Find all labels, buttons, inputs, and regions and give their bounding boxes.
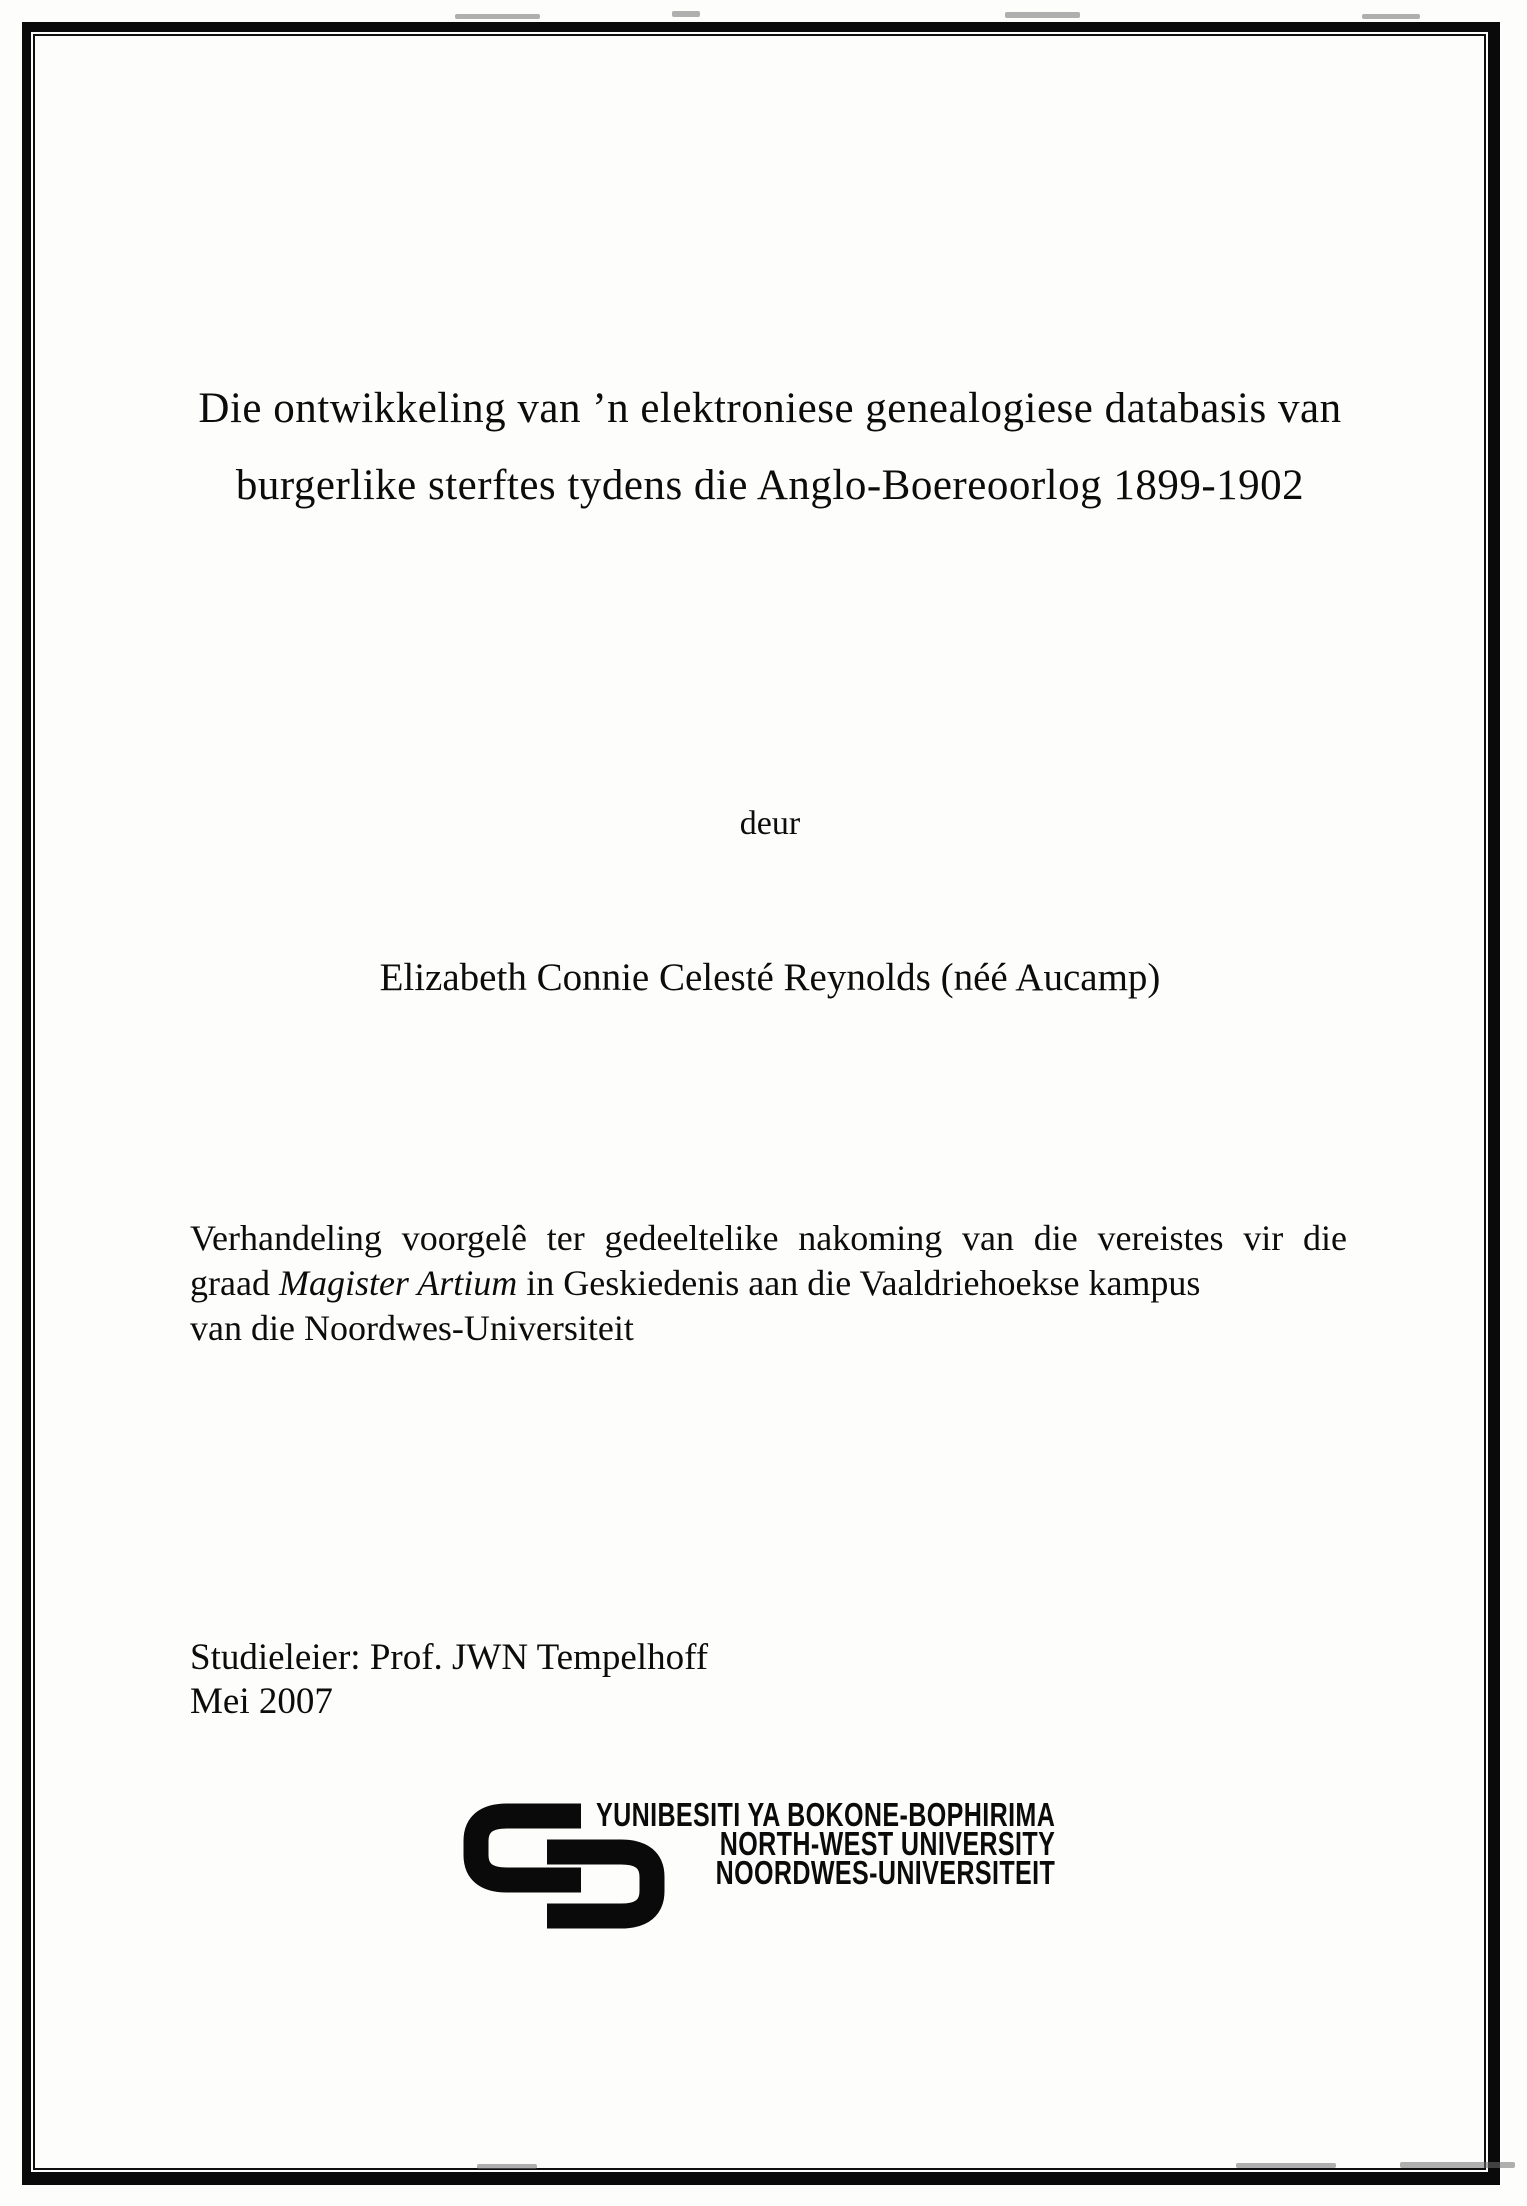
- date-line: Mei 2007: [190, 1681, 333, 1722]
- declaration-paragraph: [190, 1216, 1347, 1351]
- degree-name-italic: Magister Artium: [278, 1263, 518, 1303]
- declaration-line-2-prefix: graad: [190, 1263, 279, 1303]
- author-name: Elizabeth Connie Celesté Reynolds (néé Aucamp): [379, 956, 1161, 999]
- scan-artifact: [477, 2164, 537, 2169]
- title-line-2: burgerlike sterftes tydens die Anglo-Boereoorlog 1899-1902: [235, 462, 1305, 509]
- declaration-line-3: van die Noordwes-Universiteit: [190, 1308, 634, 1348]
- university-name-block: [595, 1796, 1055, 1891]
- scan-artifact: [455, 14, 540, 19]
- declaration-line-2-suffix: in Geskiedenis aan die Vaaldriehoekse kampus: [517, 1263, 1201, 1303]
- declaration-line-2: [190, 1261, 1347, 1306]
- thesis-title: [36, 370, 1504, 524]
- university-name-afrikaans: NOORDWES-UNIVERSITEIT: [715, 1854, 1055, 1891]
- university-name-setswana: YUNIBESITI YA BOKONE-BOPHIRIMA: [595, 1796, 1055, 1833]
- supervisor-date-block: [190, 1636, 708, 1724]
- scan-artifact: [1400, 2162, 1515, 2168]
- declaration-line-1: Verhandeling voorgelê ter gedeeltelike nakoming van die vereistes vir die: [190, 1218, 1347, 1258]
- scan-artifact: [1236, 2163, 1336, 2168]
- byline-deur: deur: [739, 805, 801, 842]
- scan-artifact: [1362, 14, 1420, 19]
- university-name-english: NORTH-WEST UNIVERSITY: [719, 1825, 1055, 1862]
- scan-artifact: [672, 11, 700, 17]
- supervisor-line: Studieleier: Prof. JWN Tempelhoff: [190, 1637, 709, 1678]
- title-line-1: Die ontwikkeling van ’n elektroniese genealogiese databasis van: [198, 385, 1342, 432]
- scan-artifact: [1005, 12, 1080, 18]
